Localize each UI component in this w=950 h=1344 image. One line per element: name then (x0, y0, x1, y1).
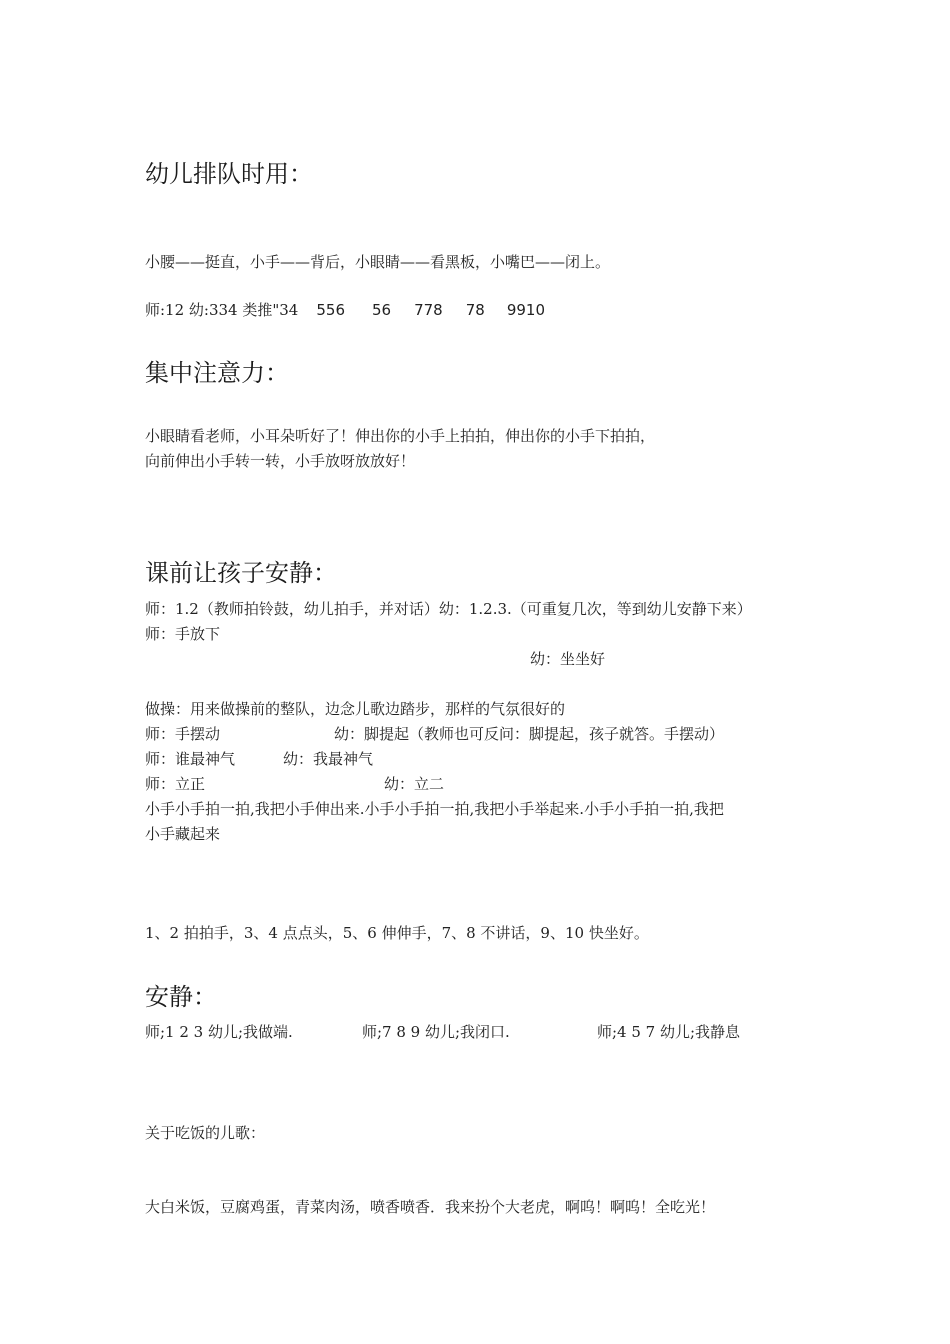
focus-line: 向前伸出小手转一转，小手放呀放放好！ (145, 452, 416, 470)
queue-sequence-line (145, 299, 545, 321)
quiet-before-class-line: 幼：坐坐好 (530, 650, 606, 668)
exercise-teacher-line: 师：谁最神气 (145, 750, 236, 768)
queue-sequence-value: 78 (465, 301, 485, 319)
quiet-call-response: 师;4 5 7 幼儿;我静息 (597, 1023, 741, 1041)
queue-rhyme-line: 小腰——挺直，小手——背后，小眼睛——看黑板，小嘴巴——闭上。 (145, 253, 611, 271)
queue-sequence-prefix: 师:12 幼:334 类推"34 (145, 301, 299, 319)
exercise-teacher-line: 师：立正 (145, 775, 206, 793)
exercise-child-line: 幼：我最神气 (283, 750, 374, 768)
meal-rhyme-line: 大白米饭，豆腐鸡蛋，青菜肉汤，喷香喷香．我来扮个大老虎，啊呜！啊呜！全吃光！ (145, 1198, 716, 1216)
queue-sequence-value: 9910 (506, 301, 546, 319)
exercise-intro-line: 做操：用来做操前的整队，边念儿歌边踏步，那样的气氛很好的 (145, 700, 566, 718)
queue-sequence-value: 56 (372, 301, 392, 319)
heading-quiet: 安静： (145, 983, 217, 1011)
heading-queue: 幼儿排队时用： (145, 160, 313, 188)
quiet-before-class-line: 师：手放下 (145, 625, 221, 643)
counting-rhyme-line: 1、2 拍拍手，3、4 点点头，5、6 伸伸手，7、8 不讲话，9、10 快坐好。 (145, 924, 649, 942)
focus-line: 小眼睛看老师，小耳朵听好了！伸出你的小手上拍拍，伸出你的小手下拍拍， (145, 427, 656, 445)
queue-sequence-value: 556 (316, 301, 345, 319)
heading-meal: 关于吃饭的儿歌： (145, 1124, 266, 1142)
quiet-call-response: 师;1 2 3 幼儿;我做端. (145, 1023, 293, 1041)
exercise-child-line: 幼：立二 (384, 775, 445, 793)
heading-quiet-before-class: 课前让孩子安静： (145, 559, 337, 587)
exercise-teacher-line: 师：手摆动 (145, 725, 221, 743)
exercise-rhyme-line: 小手藏起来 (145, 825, 221, 843)
quiet-call-response: 师;7 8 9 幼儿;我闭口. (362, 1023, 510, 1041)
queue-sequence-value: 778 (414, 301, 443, 319)
quiet-before-class-line: 师：1.2（教师拍铃鼓，幼儿拍手，并对话）幼：1.2.3.（可重复几次，等到幼儿安静下来） (145, 600, 752, 618)
exercise-rhyme-line: 小手小手拍一拍,我把小手伸出来.小手小手拍一拍,我把小手举起来.小手小手拍一拍,我把 (145, 800, 724, 818)
exercise-child-line: 幼：脚提起（教师也可反问：脚提起，孩子就答。手摆动） (334, 725, 725, 743)
heading-focus: 集中注意力： (145, 359, 289, 387)
